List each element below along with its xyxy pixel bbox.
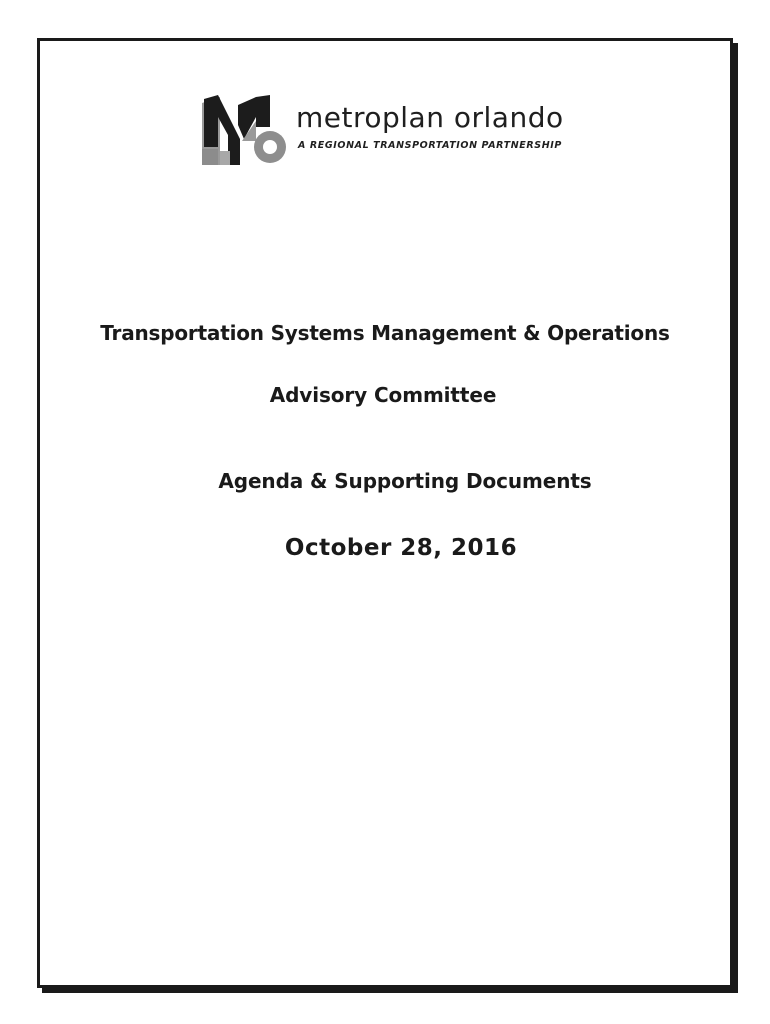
- cover-subtitle: Agenda & Supporting Documents: [218, 469, 592, 493]
- metroplan-logo-mark-icon: [200, 95, 288, 167]
- cover-title-line2: Advisory Committee: [269, 383, 497, 407]
- page-border: [37, 38, 733, 988]
- metroplan-logo: [200, 95, 580, 167]
- logo-wordmark: metroplan orlando: [296, 101, 564, 134]
- cover-title-line1: Transportation Systems Management & Operations: [100, 321, 670, 345]
- cover-date: October 28, 2016: [284, 535, 518, 561]
- logo-tagline: A REGIONAL TRANSPORTATION PARTNERSHIP: [298, 140, 562, 151]
